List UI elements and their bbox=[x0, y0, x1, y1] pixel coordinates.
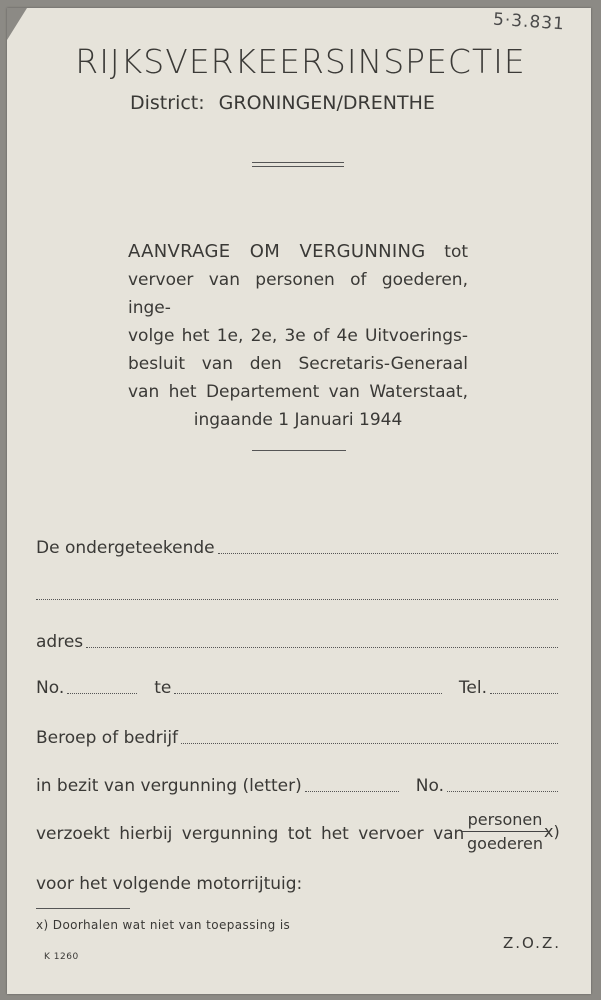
label-verzoekt: verzoekt hierbij vergunning tot het vervoer van bbox=[36, 824, 465, 844]
footnote-rule bbox=[36, 908, 130, 909]
form-number: K 1260 bbox=[44, 952, 79, 962]
district-line bbox=[130, 92, 435, 114]
district-label: District: bbox=[130, 92, 205, 114]
field-adres[interactable] bbox=[86, 641, 558, 648]
heading-line-3: volge het 1e, 2e, 3e of 4e Uitvoerings- bbox=[128, 326, 468, 346]
heading-line-1 bbox=[128, 238, 468, 266]
row-ondergeteekende-cont bbox=[36, 580, 561, 604]
page-title: RIJKSVERKEERSINSPECTIE bbox=[75, 42, 526, 81]
field-tel[interactable] bbox=[490, 687, 558, 694]
row-beroep bbox=[36, 724, 561, 748]
row-vergunning bbox=[36, 772, 561, 796]
heading-line-2: vervoer van personen of goederen, inge- bbox=[128, 270, 468, 318]
label-ondergeteekende: De ondergeteekende bbox=[36, 538, 215, 558]
district-value: GRONINGEN/DRENTHE bbox=[218, 92, 435, 114]
label-tel: Tel. bbox=[458, 678, 487, 698]
heading-lead: AANVRAGE OM VERGUNNING bbox=[128, 241, 426, 262]
row-ondergeteekende bbox=[36, 534, 561, 558]
row-motorrijtuig bbox=[36, 870, 561, 894]
footnote: x) Doorhalen wat niet van toepassing is bbox=[36, 918, 291, 932]
field-ondergeteekende-cont[interactable] bbox=[36, 593, 558, 600]
torn-corner bbox=[7, 8, 27, 40]
heading-line-6: ingaande 1 Januari 1944 bbox=[193, 410, 403, 430]
heading-line-4: besluit van den Secretaris-Generaal bbox=[128, 354, 468, 374]
fraction-goederen: goederen bbox=[467, 834, 543, 853]
field-beroep[interactable] bbox=[181, 737, 558, 744]
field-no[interactable] bbox=[67, 687, 137, 694]
handwritten-annotation: 5·3.831 bbox=[492, 9, 566, 35]
row-verzoekt bbox=[36, 820, 465, 844]
label-te: te bbox=[154, 678, 172, 698]
field-ondergeteekende[interactable] bbox=[218, 547, 558, 554]
field-te[interactable] bbox=[174, 687, 442, 694]
row-no-te-tel bbox=[36, 674, 561, 698]
field-vergunning-letter[interactable] bbox=[305, 785, 399, 792]
heading-line-5: van het Departement van Waterstaat, bbox=[128, 382, 468, 402]
label-no2: No. bbox=[415, 776, 445, 796]
double-rule bbox=[252, 162, 344, 167]
field-no2[interactable] bbox=[447, 785, 558, 792]
personen-goederen-fraction[interactable] bbox=[462, 810, 548, 853]
label-beroep: Beroep of bedrijf bbox=[36, 728, 179, 748]
label-vergunning-letter: in bezit van vergunning (letter) bbox=[36, 776, 302, 796]
section-rule bbox=[252, 450, 346, 451]
label-adres: adres bbox=[36, 632, 84, 652]
zoz-label: Z.O.Z. bbox=[502, 934, 561, 952]
fraction-personen: personen bbox=[462, 810, 548, 832]
label-motorrijtuig: voor het volgende motorrijtuig: bbox=[36, 874, 303, 894]
label-no: No. bbox=[36, 678, 65, 698]
row-adres bbox=[36, 628, 561, 652]
heading-tot: tot bbox=[444, 242, 469, 262]
footnote-marker: x) bbox=[544, 822, 560, 841]
application-heading bbox=[128, 238, 468, 434]
